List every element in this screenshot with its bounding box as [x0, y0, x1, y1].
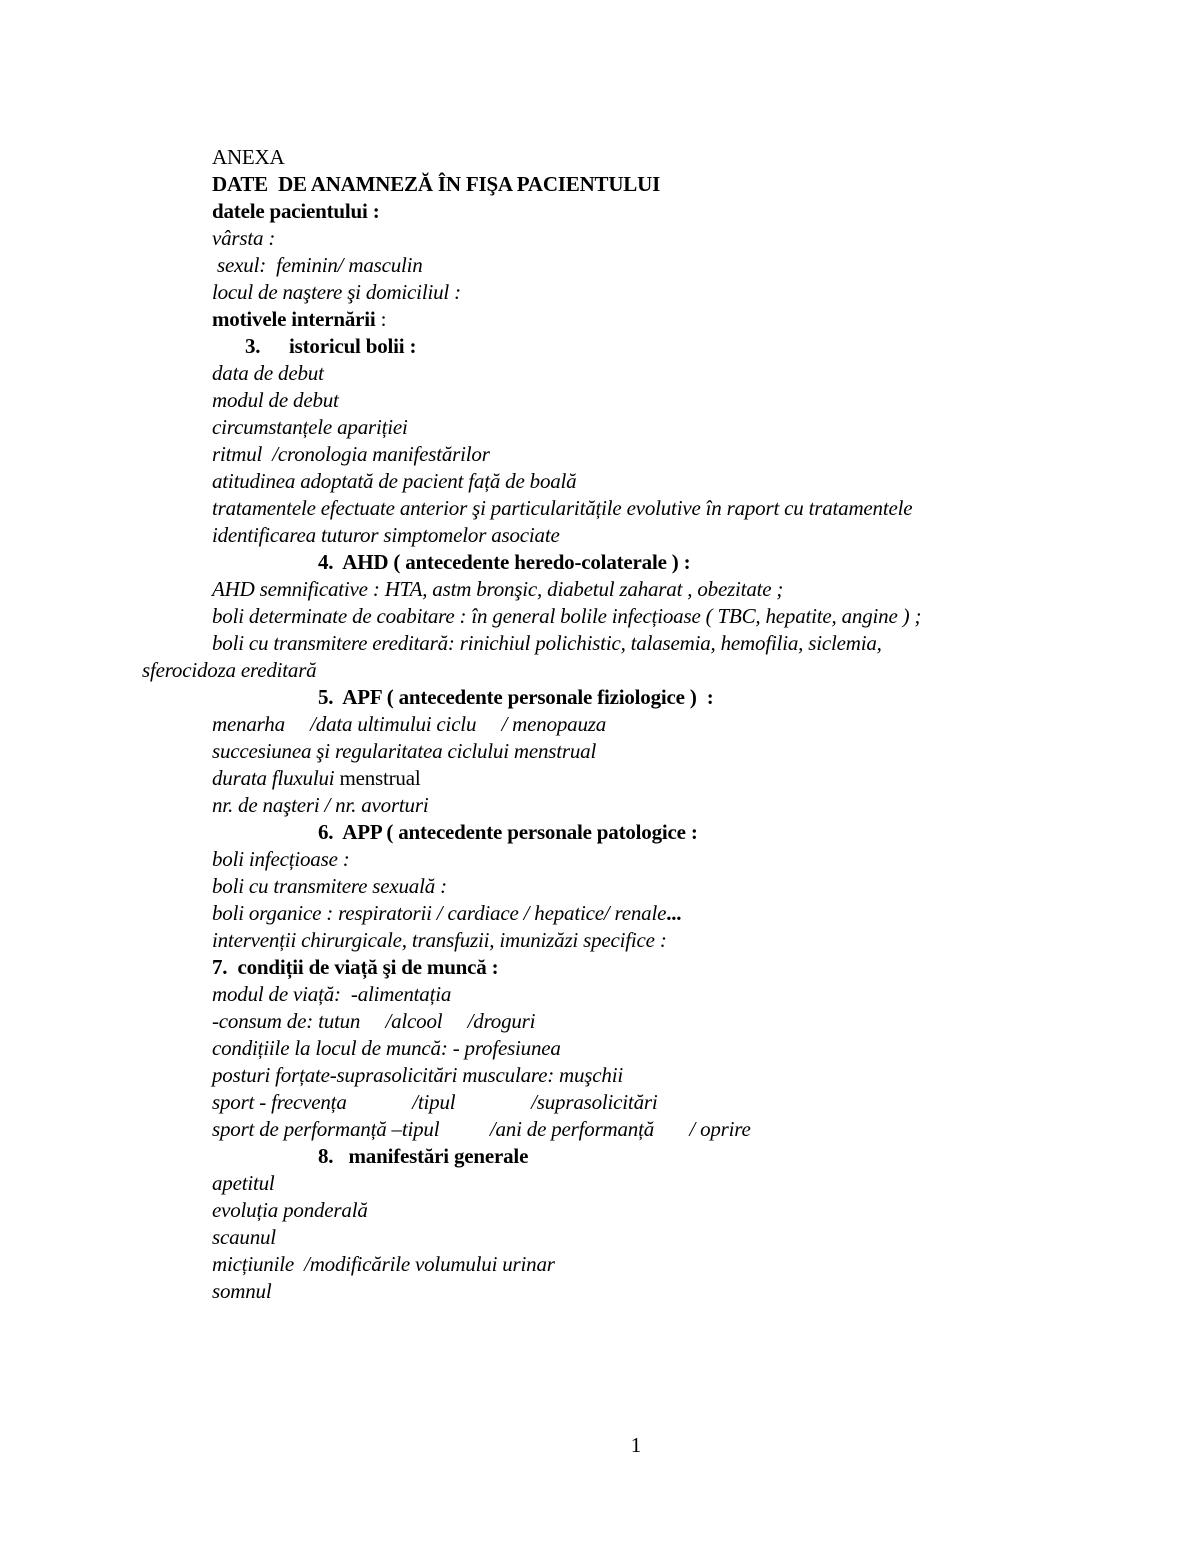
- history-item: data de debut: [212, 361, 324, 385]
- ahd-item: boli determinate de coabitare : în general bolile infecțioase ( TBC, hepatite, angine ) ;: [212, 604, 922, 628]
- page-number: 1: [630, 1433, 642, 1457]
- admission-line: [212, 306, 386, 333]
- general-item: evoluția ponderală: [212, 1198, 368, 1222]
- ahd-heading: 4. AHD ( antecedente heredo-colaterale ) :: [318, 550, 691, 574]
- apf-births: nr. de naşteri / nr. avorturi: [212, 793, 429, 817]
- history-item: modul de debut: [212, 388, 339, 412]
- general-item: apetitul: [212, 1171, 275, 1195]
- apf-flux-italic: durata fluxului: [212, 766, 335, 790]
- general-item: somnul: [212, 1279, 272, 1303]
- ahd-item: AHD semnificative : HTA, astm bronşic, diabetul zaharat , obezitate ;: [212, 577, 784, 601]
- living-item: condițiile la locul de muncă: - profesiunea: [212, 1036, 561, 1060]
- history-heading: istoricul bolii :: [289, 334, 417, 358]
- document-title: DATE DE ANAMNEZĂ ÎN FIŞA PACIENTULUI: [212, 172, 661, 196]
- living-item: posturi forțate-suprasolicitări musculare: muşchii: [212, 1063, 623, 1087]
- apf-flux-normal: menstrual: [334, 766, 421, 790]
- app-item: boli infecțioase :: [212, 847, 350, 871]
- history-item: circumstanțele apariției: [212, 415, 408, 439]
- app-interventions: intervenții chirurgicale, transfuzii, imunizăzi specifice :: [212, 928, 667, 952]
- general-heading: 8. manifestări generale: [318, 1144, 529, 1168]
- living-item: sport de performanță –tipul /ani de performanță / oprire: [212, 1117, 751, 1141]
- app-organic-ellipsis: ...: [666, 901, 682, 925]
- patient-sex: sexul: feminin/ masculin: [212, 253, 423, 277]
- app-heading: 6. APP ( antecedente personale patologice :: [318, 820, 698, 844]
- living-item: modul de viață: -alimentația: [212, 982, 452, 1006]
- history-item: ritmul /cronologia manifestărilor: [212, 442, 490, 466]
- patient-age: vârsta :: [212, 226, 276, 250]
- history-item: identificarea tuturor simptomelor asociate: [212, 523, 560, 547]
- living-heading: 7. condiții de viață şi de muncă :: [212, 955, 499, 979]
- patient-birthplace: locul de naştere şi domiciliul :: [212, 280, 461, 304]
- app-organic-line: [212, 900, 681, 927]
- apf-flux-line: [212, 765, 420, 792]
- apf-item: menarha /data ultimului ciclu / menopauza: [212, 712, 607, 736]
- apf-heading: 5. APF ( antecedente personale fiziologice ) :: [318, 685, 714, 709]
- living-item: sport - frecvența /tipul /suprasolicitări: [212, 1090, 658, 1114]
- history-item: atitudinea adoptată de pacient față de boală: [212, 469, 577, 493]
- living-item: -consum de: tutun /alcool /droguri: [212, 1009, 536, 1033]
- apf-item: succesiunea şi regularitatea ciclului menstrual: [212, 739, 597, 763]
- ahd-item: sferocidoza ereditară: [142, 658, 317, 682]
- general-item: scaunul: [212, 1225, 276, 1249]
- general-item: micțiunile /modificările volumului urinar: [212, 1252, 555, 1276]
- patient-heading: datele pacientului :: [212, 199, 380, 223]
- app-organic-italic: boli organice : respiratorii / cardiace / hepatice/ renale: [212, 901, 667, 925]
- ahd-item: boli cu transmitere ereditară: rinichiul polichistic, talasemia, hemofilia, siclemia,: [212, 631, 882, 655]
- admission-suffix: :: [375, 307, 387, 331]
- app-item: boli cu transmitere sexuală :: [212, 874, 447, 898]
- history-item: tratamentele efectuate anterior şi particularitățile evolutive în raport cu tratamentele: [212, 496, 913, 520]
- history-number: 3.: [245, 334, 261, 358]
- annex-label: ANEXA: [212, 145, 285, 169]
- admission-heading: motivele internării: [212, 307, 376, 331]
